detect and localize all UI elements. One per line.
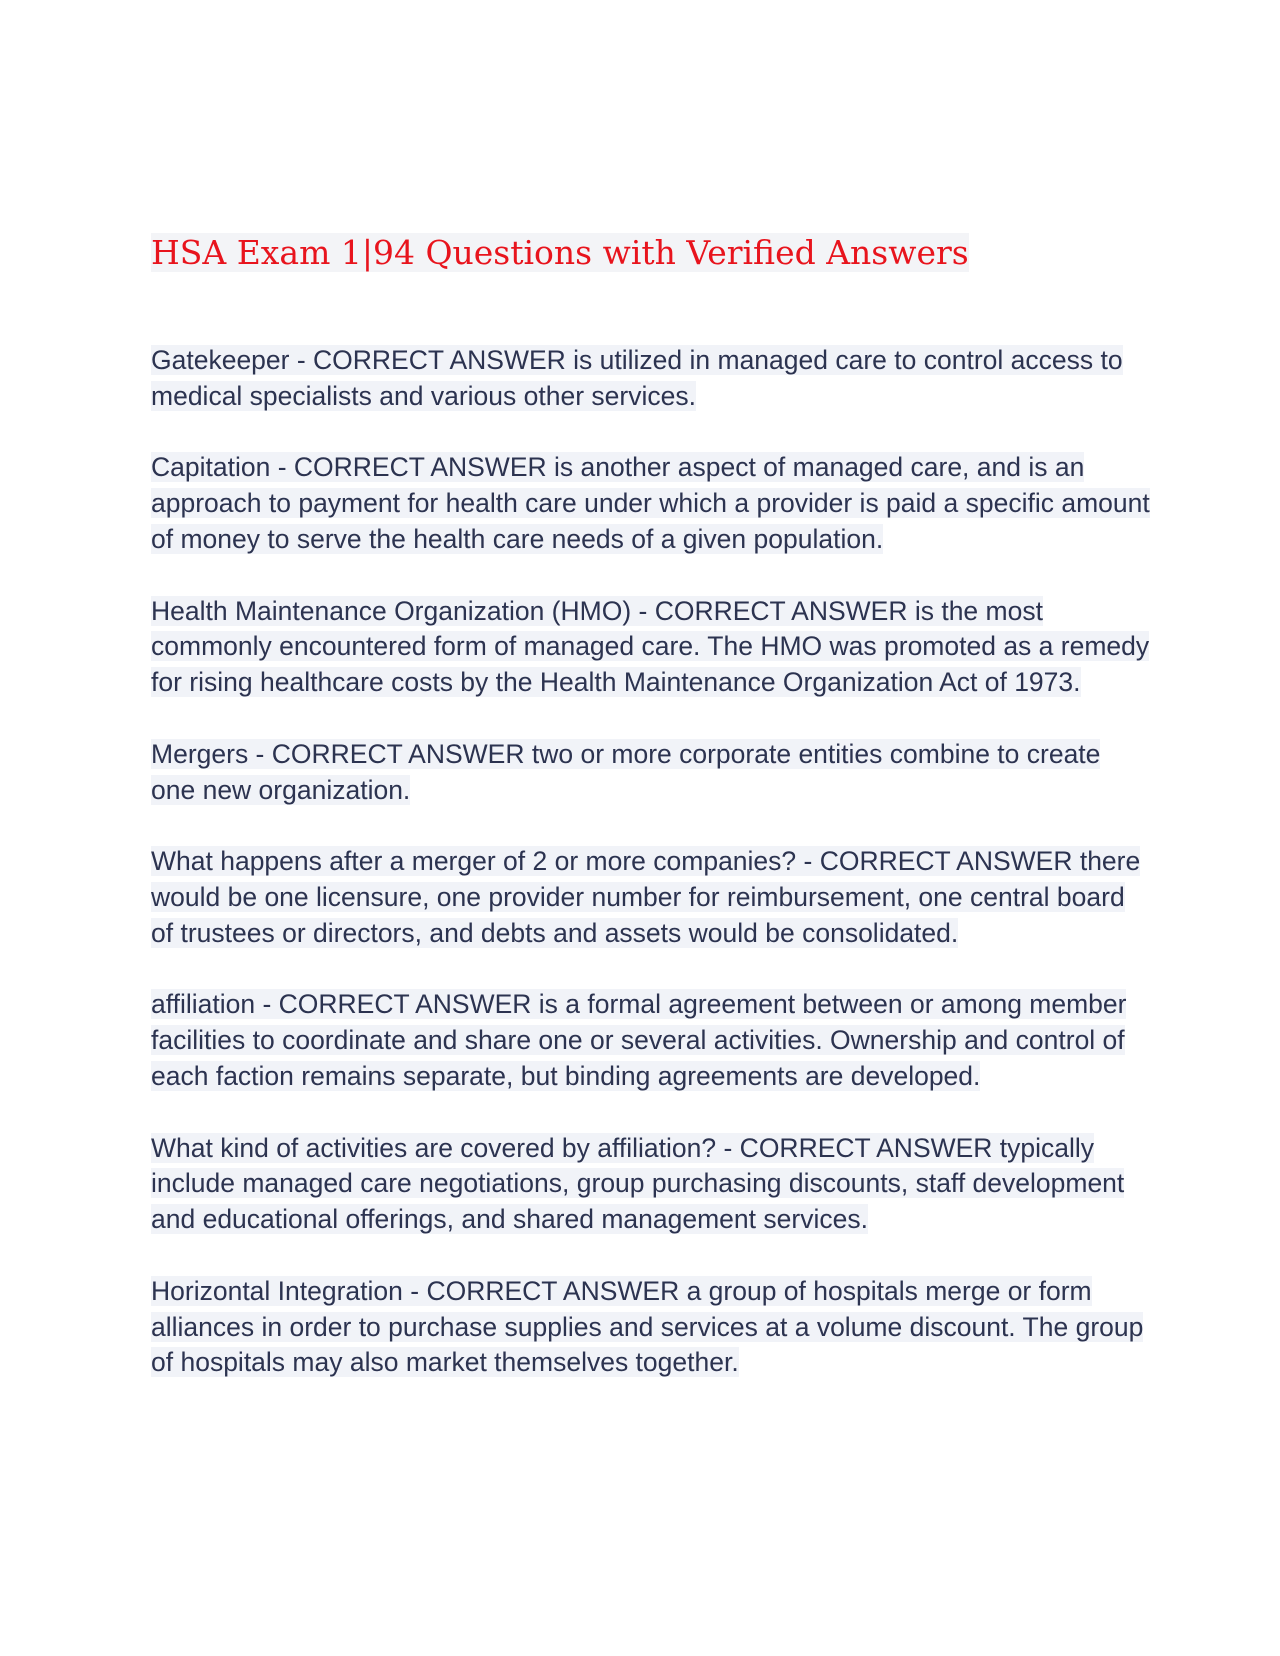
qa-item-horizontal-integration bbox=[151, 1274, 1151, 1381]
qa-item-affiliation bbox=[151, 987, 1151, 1094]
qa-text: Mergers - CORRECT ANSWER two or more corporate entities combine to create one new organization. bbox=[151, 738, 1101, 805]
document-title bbox=[151, 230, 969, 276]
qa-item-gatekeeper bbox=[151, 343, 1151, 415]
qa-text: Health Maintenance Organization (HMO) - CORRECT ANSWER is the most commonly encountered form of managed care. The HMO was promoted as a remedy for rising healthcare costs by the Health Maintenance Organization Act of 1973. bbox=[151, 595, 1150, 698]
qa-text: What happens after a merger of 2 or more companies? - CORRECT ANSWER there would be one licensure, one provider number for reimbursement, one central board of trustees or directors, and debts and assets would be consolidated. bbox=[151, 846, 1141, 948]
qa-item-capitation bbox=[151, 450, 1151, 557]
qa-text: What kind of activities are covered by affiliation? - CORRECT ANSWER typically include managed care negotiations, group purchasing discounts, staff development and educational offerings, and shared management services. bbox=[151, 1132, 1125, 1235]
qa-item-mergers bbox=[151, 737, 1151, 809]
document-title-text: HSA Exam 1|94 Questions with Verified Answers bbox=[151, 233, 969, 272]
qa-text: Horizontal Integration - CORRECT ANSWER a group of hospitals merge or form alliances in order to purchase supplies and services at a volume discount. The group of hospitals may also market themselves together. bbox=[151, 1275, 1144, 1378]
qa-text: Capitation - CORRECT ANSWER is another aspect of managed care, and is an approach to payment for health care under which a provider is paid a specific amount of money to serve the health care needs of a given population. bbox=[151, 452, 1150, 554]
qa-item-hmo bbox=[151, 594, 1151, 701]
qa-list bbox=[151, 343, 1151, 1417]
qa-item-affiliation-activities bbox=[151, 1131, 1151, 1238]
qa-item-after-merger bbox=[151, 844, 1151, 951]
qa-text: Gatekeeper - CORRECT ANSWER is utilized in managed care to control access to medical specialists and various other services. bbox=[151, 345, 1123, 411]
qa-text: affiliation - CORRECT ANSWER is a formal agreement between or among member facilities to coordinate and share one or several activities. Ownership and control of each faction remains separate, but binding agreements are developed. bbox=[151, 989, 1127, 1091]
